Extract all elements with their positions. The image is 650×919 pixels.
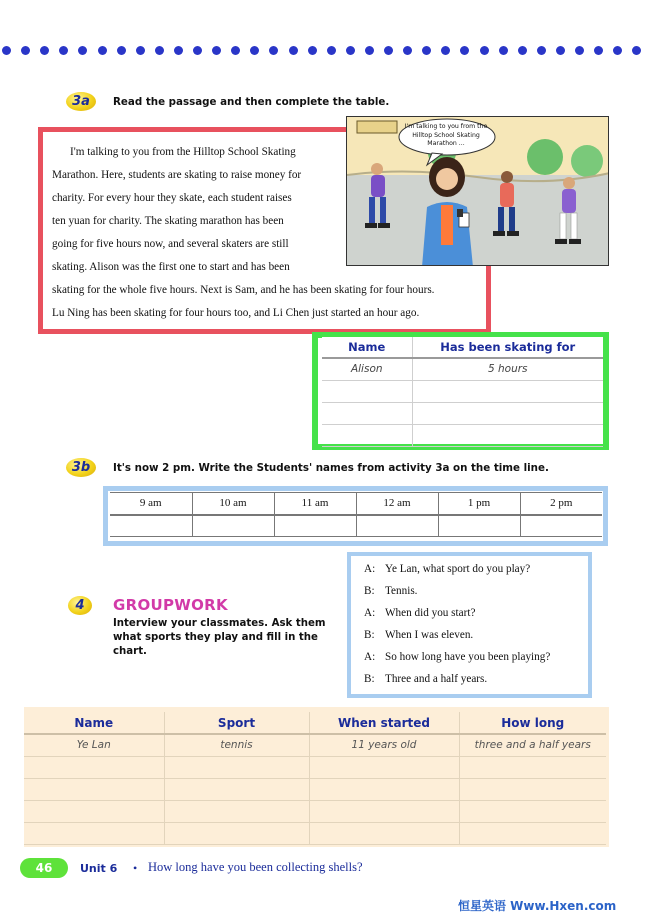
border-dot bbox=[98, 46, 107, 55]
time-slot bbox=[192, 515, 274, 537]
skating-table bbox=[322, 337, 603, 447]
border-dot bbox=[518, 46, 527, 55]
border-dot bbox=[594, 46, 603, 55]
time-label: 10 am bbox=[192, 493, 274, 515]
table-cell: Alison bbox=[322, 358, 412, 380]
border-dot bbox=[613, 46, 622, 55]
border-dot bbox=[193, 46, 202, 55]
chart-cell bbox=[309, 822, 459, 844]
unit-title: How long have you been collecting shells? bbox=[148, 860, 363, 874]
border-dot bbox=[231, 46, 240, 55]
chart-cell bbox=[24, 800, 164, 822]
table-cell bbox=[322, 424, 412, 446]
border-dot bbox=[21, 46, 30, 55]
table-row bbox=[322, 358, 603, 380]
border-dot bbox=[499, 46, 508, 55]
speaker: B: bbox=[364, 585, 375, 597]
speaker: A: bbox=[364, 651, 376, 663]
dialogue-text: So how long have you been playing? bbox=[385, 651, 551, 663]
passage-line: charity. For every hour they skate, each student raises bbox=[52, 192, 292, 204]
table-header: Name bbox=[322, 337, 412, 358]
time-line bbox=[110, 492, 602, 537]
section-badge-4: 4 bbox=[68, 596, 92, 615]
border-dot bbox=[441, 46, 450, 55]
chart-cell bbox=[459, 756, 606, 778]
dialogue-text: Three and a half years. bbox=[385, 673, 488, 685]
border-dot bbox=[422, 46, 431, 55]
border-dot bbox=[403, 46, 412, 55]
border-dot bbox=[575, 46, 584, 55]
table-cell bbox=[412, 380, 603, 402]
speech-bubble-text: I'm talking to you from the Hilltop School Skating Marathon ... bbox=[404, 123, 488, 147]
table-cell bbox=[322, 380, 412, 402]
dialogue-text: When I was eleven. bbox=[385, 629, 474, 641]
section-badge-3b: 3b bbox=[66, 458, 96, 477]
speaker: A: bbox=[364, 563, 376, 575]
passage-line: Lu Ning has been skating for four hours too, and Li Chen just started an hour ago. bbox=[52, 307, 420, 319]
time-label: 9 am bbox=[110, 493, 192, 515]
chart-cell bbox=[309, 778, 459, 800]
border-dot bbox=[537, 46, 546, 55]
chart-cell bbox=[309, 800, 459, 822]
dialogue-text: Ye Lan, what sport do you play? bbox=[385, 563, 531, 575]
chart-cell bbox=[164, 822, 309, 844]
dialogue-text: Tennis. bbox=[385, 585, 418, 597]
chart-cell bbox=[164, 800, 309, 822]
dialogue-line bbox=[364, 583, 589, 605]
time-slot bbox=[438, 515, 520, 537]
border-dot bbox=[632, 46, 641, 55]
border-dot bbox=[556, 46, 565, 55]
section-badge-3a: 3a bbox=[66, 92, 96, 111]
dialogue-line bbox=[364, 561, 589, 583]
border-dot bbox=[250, 46, 259, 55]
border-dot bbox=[384, 46, 393, 55]
border-dot bbox=[59, 46, 68, 55]
table-header: Has been skating for bbox=[412, 337, 603, 358]
passage-line: skating for the whole five hours. Next is Sam, and he has been skating for four hours. bbox=[52, 284, 435, 296]
instruction-3b: It's now 2 pm. Write the Students' names from activity 3a on the time line. bbox=[113, 462, 549, 474]
chart-cell: three and a half years bbox=[459, 734, 606, 756]
border-dot bbox=[327, 46, 336, 55]
border-dot bbox=[155, 46, 164, 55]
groupwork-instruction: Interview your classmates. Ask them what sports they play and fill in the chart. bbox=[113, 618, 326, 657]
border-dot bbox=[212, 46, 221, 55]
border-dot bbox=[2, 46, 11, 55]
time-label: 1 pm bbox=[438, 493, 520, 515]
border-dot bbox=[136, 46, 145, 55]
dialogue-text: When did you start? bbox=[385, 607, 476, 619]
chart-cell bbox=[459, 800, 606, 822]
time-label: 12 am bbox=[356, 493, 438, 515]
table-row bbox=[322, 380, 603, 402]
time-slot bbox=[110, 515, 192, 537]
table-cell bbox=[412, 402, 603, 424]
border-dot bbox=[308, 46, 317, 55]
chart-cell: tennis bbox=[164, 734, 309, 756]
table-row bbox=[322, 402, 603, 424]
chart-cell bbox=[164, 756, 309, 778]
table-cell bbox=[412, 424, 603, 446]
chart-row bbox=[24, 800, 606, 822]
chart-row bbox=[24, 822, 606, 844]
table-cell: 5 hours bbox=[412, 358, 603, 380]
chart-cell: 11 years old bbox=[309, 734, 459, 756]
time-label: 2 pm bbox=[520, 493, 602, 515]
dialogue-line bbox=[364, 605, 589, 627]
passage-line: ten yuan for charity. The skating marathon has been bbox=[52, 215, 284, 227]
chart-cell bbox=[24, 778, 164, 800]
time-label: 11 am bbox=[274, 493, 356, 515]
speaker: B: bbox=[364, 673, 375, 685]
table-row bbox=[322, 424, 603, 446]
border-dot bbox=[78, 46, 87, 55]
time-slot bbox=[356, 515, 438, 537]
border-dot bbox=[460, 46, 469, 55]
chart-header: When started bbox=[309, 712, 459, 734]
groupwork-title: GROUPWORK bbox=[113, 596, 228, 614]
time-slot bbox=[520, 515, 602, 537]
groupwork-chart bbox=[24, 712, 606, 845]
dialogue-line bbox=[364, 671, 589, 693]
bullet-separator: • bbox=[133, 861, 138, 875]
border-dot bbox=[346, 46, 355, 55]
chart-row bbox=[24, 734, 606, 756]
chart-header: Name bbox=[24, 712, 164, 734]
border-dot bbox=[480, 46, 489, 55]
passage-line: skating. Alison was the first one to start and has been bbox=[52, 261, 290, 273]
passage-line: going for five hours now, and several skaters are still bbox=[52, 238, 289, 250]
speaker: B: bbox=[364, 629, 375, 641]
chart-cell bbox=[309, 756, 459, 778]
chart-cell bbox=[459, 822, 606, 844]
speaker: A: bbox=[364, 607, 376, 619]
unit-label: Unit 6 bbox=[80, 862, 118, 875]
chart-cell bbox=[164, 778, 309, 800]
border-dot bbox=[40, 46, 49, 55]
chart-cell bbox=[459, 778, 606, 800]
chart-header: How long bbox=[459, 712, 606, 734]
dialogue bbox=[364, 561, 589, 693]
border-dot bbox=[269, 46, 278, 55]
chart-cell bbox=[24, 756, 164, 778]
dotted-border bbox=[0, 46, 650, 58]
chart-row bbox=[24, 756, 606, 778]
chart-cell: Ye Lan bbox=[24, 734, 164, 756]
instruction-3a: Read the passage and then complete the table. bbox=[113, 96, 390, 108]
time-slot bbox=[274, 515, 356, 537]
dialogue-line bbox=[364, 649, 589, 671]
border-dot bbox=[174, 46, 183, 55]
border-dot bbox=[117, 46, 126, 55]
table-cell bbox=[322, 402, 412, 424]
passage-line: I'm talking to you from the Hilltop School Skating bbox=[70, 146, 296, 158]
border-dot bbox=[365, 46, 374, 55]
watermark: 恒星英语 Www.Hxen.com bbox=[458, 899, 617, 913]
chart-cell bbox=[24, 822, 164, 844]
chart-header: Sport bbox=[164, 712, 309, 734]
chart-row bbox=[24, 778, 606, 800]
border-dot bbox=[289, 46, 298, 55]
dialogue-line bbox=[364, 627, 589, 649]
page-number: 46 bbox=[20, 858, 68, 878]
passage-line: Marathon. Here, students are skating to raise money for bbox=[52, 169, 302, 181]
